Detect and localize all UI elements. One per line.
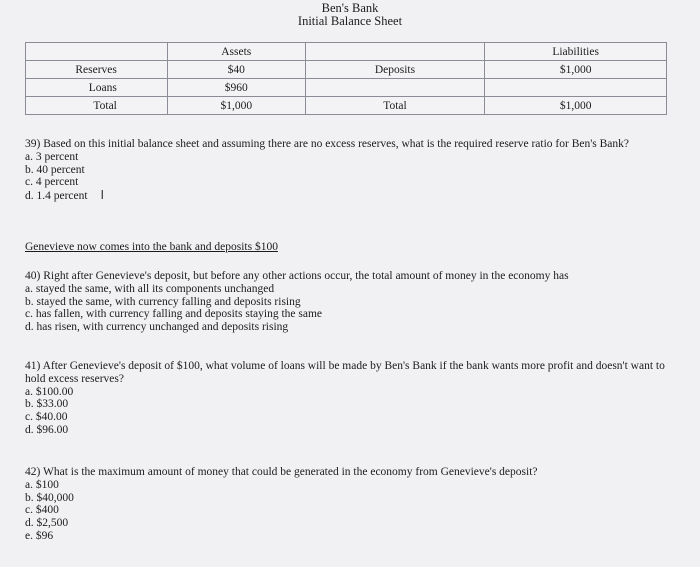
question-prompt: 41) After Genevieve's deposit of $100, what volume of loans will be made by Ben's Bank if the bank wants more profit and doesn't want to hold excess reserves? — [25, 360, 665, 385]
liability-label — [305, 79, 485, 97]
answer-option[interactable]: d. $2,500 — [25, 517, 69, 530]
question-39 — [25, 138, 675, 203]
question-prompt: 39) Based on this initial balance sheet and assuming there are no excess reserves, what is the required reserve ratio for Ben's Bank? — [25, 138, 630, 150]
question-41 — [25, 360, 675, 437]
answer-option[interactable]: c. has fallen, with currency falling and deposits staying the same — [25, 308, 322, 321]
row-label: Loans — [26, 79, 168, 97]
asset-value: $1,000 — [167, 97, 305, 115]
liability-value: $1,000 — [485, 97, 667, 115]
sheet-title: Initial Balance Sheet — [297, 14, 403, 28]
liability-value: $1,000 — [485, 61, 667, 79]
assets-header: Assets — [167, 43, 305, 61]
answer-option[interactable]: c. $40.00 — [25, 411, 68, 424]
liability-label: Total — [305, 97, 485, 115]
table-row — [26, 79, 667, 97]
answer-option[interactable]: a. stayed the same, with all its components unchanged — [25, 282, 275, 295]
liability-label: Deposits — [305, 61, 485, 79]
text-cursor-icon: I — [100, 188, 105, 203]
question-42 — [25, 466, 675, 543]
balance-sheet-table — [25, 42, 667, 115]
asset-value: $960 — [167, 79, 305, 97]
bank-name: Ben's Bank — [321, 1, 379, 15]
answer-option[interactable]: d. $96.00 — [25, 423, 69, 436]
answer-option[interactable]: a. $100.00 — [25, 385, 74, 398]
table-cell — [26, 43, 168, 61]
table-row — [26, 97, 667, 115]
table-row — [26, 43, 667, 61]
row-label: Reserves — [26, 61, 168, 79]
answer-option[interactable]: c. 4 percent — [25, 176, 79, 189]
answer-option[interactable]: d. has risen, with currency unchanged and deposits rising — [25, 321, 289, 334]
table-cell — [305, 43, 485, 61]
answer-option[interactable]: b. $33.00 — [25, 398, 69, 411]
answer-option[interactable]: b. stayed the same, with currency falling and deposits rising — [25, 295, 301, 308]
answer-option[interactable]: b. $40,000 — [25, 491, 74, 504]
question-40 — [25, 270, 675, 334]
liabilities-header: Liabilities — [485, 43, 667, 61]
answer-option[interactable]: d. 1.4 percent — [25, 190, 88, 203]
answer-option[interactable]: a. $100 — [25, 478, 59, 491]
scenario-text: Genevieve now comes into the bank and deposits $100 — [25, 241, 278, 253]
row-label: Total — [26, 97, 168, 115]
answer-option[interactable]: e. $96 — [25, 529, 54, 542]
liability-value — [485, 79, 667, 97]
answer-option[interactable]: b. 40 percent — [25, 163, 85, 176]
asset-value: $40 — [167, 61, 305, 79]
question-prompt: 40) Right after Genevieve's deposit, but before any other actions occur, the total amount of money in the economy has — [25, 270, 569, 282]
answer-option[interactable]: a. 3 percent — [25, 150, 79, 163]
table-row — [26, 61, 667, 79]
question-prompt: 42) What is the maximum amount of money that could be generated in the economy from Genevieve's deposit? — [25, 466, 538, 478]
answer-option[interactable]: c. $400 — [25, 504, 59, 517]
